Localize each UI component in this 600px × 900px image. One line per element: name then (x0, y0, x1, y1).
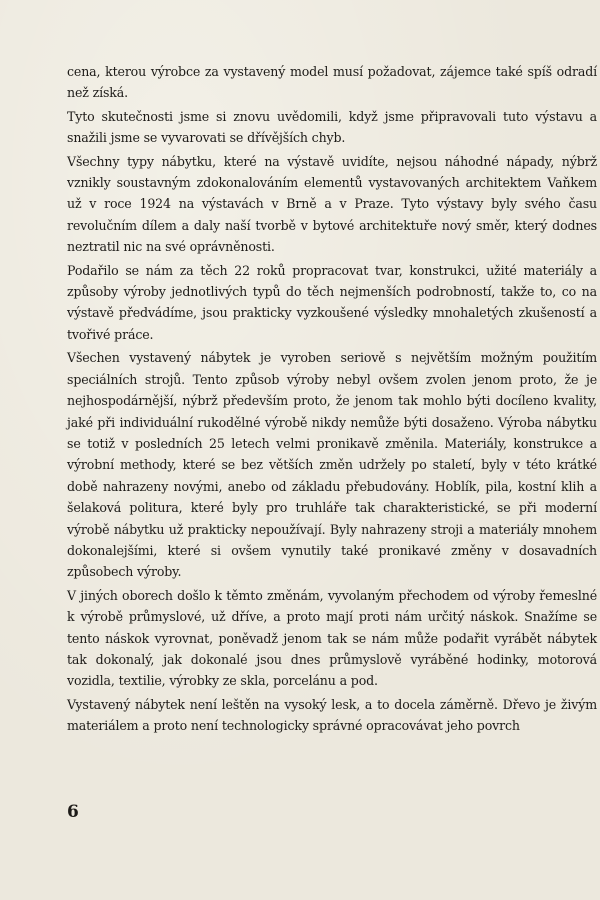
paragraph-4: Podařilo se nám za těch 22 roků propracovat tvar, konstrukci, užité materiály a způsoby výroby jednotlivých typů do těch nejmenších podrobností, takže to, co na výstavě předvádíme, jsou prakticky vyzkoušené výsledky mnohaletých zkušeností a tvořivé práce. (67, 262, 597, 342)
paragraph-2: Tyto skutečnosti jsme si znovu uvědomili, když jsme připravovali tuto výstavu a snažili jsme se vyvarovati se dřívějších chyb. (67, 108, 597, 146)
paragraph-3: Všechny typy nábytku, které na výstavě uvidíte, nejsou náhodné nápady, nýbrž vznikly soustavným zdokonalováním elementů vystavovaných architektem Vaňkem už v roce 1924 na výstavách v Brně a v Praze. Tyto výstavy byly svého času revolučním dílem a daly naší tvorbě v bytové architektuře nový směr, který dodnes neztratil nic na své oprávněnosti. (67, 153, 597, 255)
body-text (67, 61, 597, 739)
paragraph-6: V jiných oborech došlo k těmto změnám, vyvolaným přechodem od výroby řemeslné k výrobě průmyslové, už dříve, a proto mají proti nám určitý náskok. Snažíme se tento náskok vyrovnat, poněvadž jenom tak se nám může podařit vyrábět nábytek tak dokonalý, jak dokonalé jsou dnes průmyslově vyráběné hodinky, motorová vozidla, textilie, výrobky ze skla, porcelánu a pod. (67, 587, 597, 689)
page-number: 6 (67, 802, 79, 822)
paragraph-7: Vystavený nábytek není leštěn na vysoký lesk, a to docela záměrně. Dřevo je živým materiálem a proto není technologicky správné opracovávat jeho povrch (67, 696, 597, 734)
paragraph-1: cena, kterou výrobce za vystavený model musí požadovat, zájemce také spíš odradí než získá. (67, 64, 597, 101)
paragraph-5: Všechen vystavený nábytek je vyroben seriově s největším možným použitím speciálních strojů. Tento způsob výroby nebyl ovšem zvolen jenom proto, že je nejhospodárnější, nýbrž především proto, že jenom tak mohlo býti docíleno kvality, jaké při individuální rukodělné výrobě nikdy nemůže býti dosaženo. Výroba nábytku se totiž v posledních 25 letech velmi pronikavě změnila. Materiály, konstrukce a výrobní methody, které se bez větších změn udržely po staletí, byly v této krátké době nahrazeny novými, anebo od základu přebudovány. Hoblík, pila, kostní klih a šelaková politura, které byly pro truhláře tak charakteristické, se při moderní výrobě nábytku už prakticky nepoužívají. Byly nahrazeny stroji a materiály mnohem dokonalejšími, které si ovšem vynutily také pronikavé změny v dosavadních způsobech výroby. (67, 350, 597, 580)
